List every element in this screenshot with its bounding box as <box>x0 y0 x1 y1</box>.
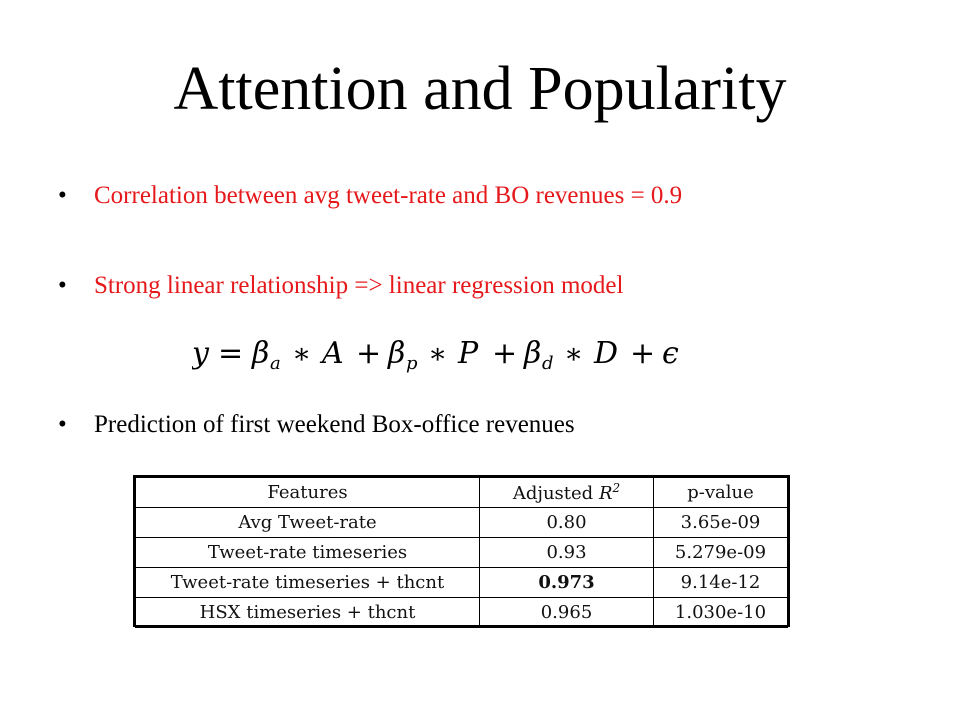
formula-beta: β <box>252 336 270 371</box>
formula-lhs: y <box>192 336 209 371</box>
cell-feature: HSX timeseries + thcnt <box>136 598 480 628</box>
cell-p-value: 3.65e-09 <box>654 508 788 538</box>
bullet-correlation <box>58 183 682 208</box>
formula-op: ∗ <box>564 337 584 370</box>
header-adjusted-label: Adjusted <box>512 483 594 504</box>
header-adjusted-r2 <box>480 478 654 508</box>
table-row <box>136 538 788 568</box>
slide-title: Attention and Popularity <box>173 55 787 123</box>
formula-op: ∗ <box>428 337 448 370</box>
bullet-dot: • <box>58 182 67 209</box>
formula-op: ∗ <box>292 337 312 370</box>
cell-p-value: 9.14e-12 <box>654 568 788 598</box>
cell-feature: Tweet-rate timeseries <box>136 538 480 568</box>
bullet-linear-relationship <box>58 273 623 298</box>
regression-formula <box>192 334 692 374</box>
table-header-row <box>136 478 788 508</box>
bullet-prediction <box>58 412 575 437</box>
bullet-text: Correlation between avg tweet-rate and BO revenues = 0.9 <box>94 182 683 209</box>
header-features: Features <box>136 478 480 508</box>
cell-r2: 0.80 <box>480 508 654 538</box>
formula-subscript: d <box>542 353 554 374</box>
cell-p-value: 1.030e-10 <box>654 598 788 628</box>
header-r2: $R^2$ <box>598 481 621 504</box>
formula-var: P <box>458 336 479 371</box>
bullet-dot: • <box>58 272 67 299</box>
formula-equals: = <box>218 336 244 371</box>
bullet-text: Strong linear relationship => linear regression model <box>94 272 624 299</box>
formula-op: + <box>630 336 656 371</box>
cell-p-value: 5.279e-09 <box>654 538 788 568</box>
formula-epsilon: ϵ <box>662 336 679 371</box>
cell-r2: 0.93 <box>480 538 654 568</box>
results-table <box>133 475 790 627</box>
bullet-text: Prediction of first weekend Box-office revenues <box>94 411 575 438</box>
formula-var: D <box>594 336 619 371</box>
formula-var: A <box>322 336 344 371</box>
formula-beta: β <box>388 336 406 371</box>
cell-r2: 0.973 <box>480 568 654 598</box>
cell-feature: Avg Tweet-rate <box>136 508 480 538</box>
cell-r2: 0.965 <box>480 598 654 628</box>
formula-subscript: p <box>406 353 418 374</box>
formula-op: + <box>492 336 518 371</box>
table-row <box>136 598 788 628</box>
cell-feature: Tweet-rate timeseries + thcnt <box>136 568 480 598</box>
table-row <box>136 508 788 538</box>
bullet-dot: • <box>58 411 67 438</box>
formula-beta: β <box>524 336 542 371</box>
header-p-value: p-value <box>654 478 788 508</box>
formula-subscript: a <box>270 353 281 374</box>
formula-op: + <box>356 336 382 371</box>
table-row <box>136 568 788 598</box>
